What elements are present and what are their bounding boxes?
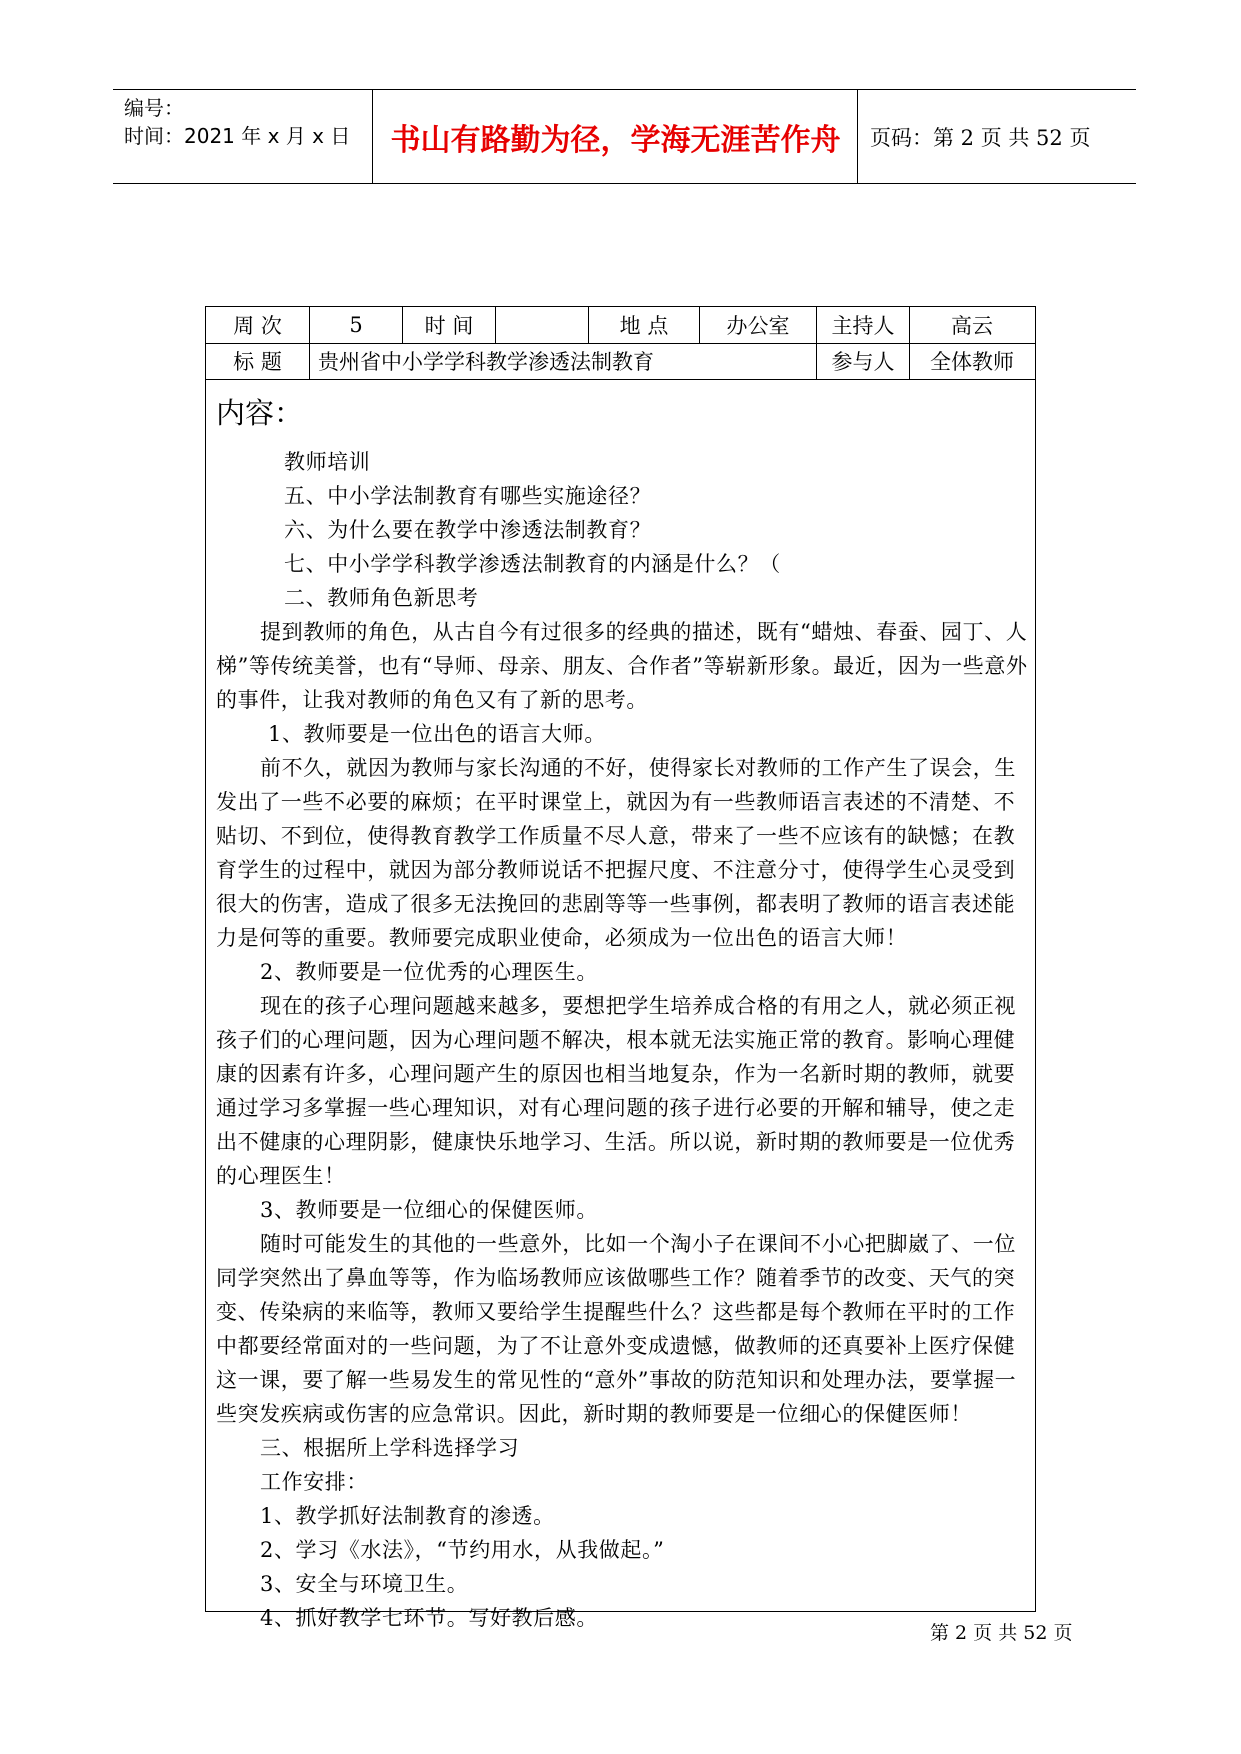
- content-line: 变、传染病的来临等，教师又要给学生提醒些什么？这些都是每个教师在平时的工作: [216, 1300, 1016, 1324]
- header-meta: [124, 94, 350, 150]
- title-value: 贵州省中小学学科教学渗透法制教育: [310, 343, 817, 379]
- header-divider: [857, 90, 858, 183]
- content-line: 些突发疾病或伤害的应急常识。因此，新时期的教师要是一位细心的保健医师！: [216, 1402, 972, 1426]
- header-motto: 书山有路勤为径，学海无涯苦作舟: [390, 122, 841, 158]
- content-line: 1、教师要是一位出色的语言大师。: [268, 722, 606, 746]
- content-line: 同学突然出了鼻血等等，作为临场教师应该做哪些工作？随着季节的改变、天气的突: [216, 1266, 1016, 1290]
- content-line: 工作安排：: [260, 1470, 368, 1494]
- page-header: [113, 89, 1136, 184]
- content-line: 中都要经常面对的一些问题，为了不让意外变成遗憾，做教师的还真要补上医疗保健: [216, 1334, 1016, 1358]
- document-time-label: 时间：2021 年 x 月 x 日: [124, 124, 351, 148]
- content-line: 2、学习《水法》，“节约用水，从我做起。”: [260, 1538, 665, 1562]
- table-row-info: [206, 307, 1035, 344]
- content-line: 出不健康的心理阴影，健康快乐地学习、生活。所以说，新时期的教师要是一位优秀: [216, 1130, 1016, 1154]
- week-value: 5: [310, 307, 403, 343]
- page-footer: 第 2 页 共 52 页: [930, 1622, 1073, 1644]
- content-line: 提到教师的角色，从古自今有过很多的经典的描述，既有“蜡烛、春蚕、园丁、人: [260, 620, 1028, 644]
- content-line: 孩子们的心理问题，因为心理问题不解决，根本就无法实施正常的教育。影响心理健: [216, 1028, 1016, 1052]
- content-line: 三、根据所上学科选择学习: [260, 1436, 520, 1460]
- content-body: [216, 445, 1027, 1635]
- content-line: 很大的伤害，造成了很多无法挽回的悲剧等等一些事例，都表明了教师的语言表述能: [216, 892, 1016, 916]
- host-value: 高云: [951, 314, 993, 338]
- content-line: 六、为什么要在教学中渗透法制教育？: [284, 518, 652, 542]
- content-section: [216, 393, 1027, 1635]
- participants-value: 全体教师: [930, 350, 1014, 374]
- week-label: 周 次: [206, 307, 310, 343]
- content-line: 教师培训: [284, 450, 371, 474]
- document-number-label: 编号：: [124, 96, 184, 120]
- content-line: 1、教学抓好法制教育的渗透。: [260, 1504, 555, 1528]
- time-label: 时 间: [403, 307, 496, 343]
- content-heading: 内容：: [216, 396, 304, 430]
- title-label: 标 题: [206, 343, 310, 379]
- host-label: 主持人: [817, 307, 910, 343]
- content-line: 2、教师要是一位优秀的心理医生。: [260, 960, 598, 984]
- place-value: 办公室: [700, 307, 817, 343]
- content-line: 七、中小学学科教学渗透法制教育的内涵是什么？（: [284, 552, 781, 576]
- meeting-record-table: [205, 306, 1036, 1630]
- place-label: 地 点: [589, 307, 700, 343]
- content-line: 前不久，就因为教师与家长沟通的不好，使得家长对教师的工作产生了误会，生: [260, 756, 1016, 780]
- content-line: 通过学习多掌握一些心理知识，对有心理问题的孩子进行必要的开解和辅导，使之走: [216, 1096, 1016, 1120]
- content-line: 的心理医生！: [216, 1164, 346, 1188]
- content-line: 这一课，要了解一些易发生的常见性的“意外”事故的防范知识和处理办法，要掌握一: [216, 1368, 1017, 1392]
- content-line: 康的因素有许多，心理问题产生的原因也相当地复杂，作为一名新时期的教师，就要: [216, 1062, 1016, 1086]
- content-line: 3、教师要是一位细心的保健医师。: [260, 1198, 598, 1222]
- content-line: 力是何等的重要。教师要完成职业使命，必须成为一位出色的语言大师！: [216, 926, 908, 950]
- content-line: 4、抓好教学七环节。写好教后感。: [260, 1606, 598, 1630]
- content-line: 梯”等传统美誉，也有“导师、母亲、朋友、合作者”等崭新形象。最近，因为一些意外: [216, 654, 1028, 678]
- content-line: 发出了一些不必要的麻烦；在平时课堂上，就因为有一些教师语言表述的不清楚、不: [216, 790, 1016, 814]
- content-line: 3、安全与环境卫生。: [260, 1572, 469, 1596]
- time-value: [496, 307, 589, 343]
- participants-label: 参与人: [817, 343, 910, 379]
- header-page-indicator: 页码：第 2 页 共 52 页: [870, 125, 1091, 150]
- content-line: 的事件，让我对教师的角色又有了新的思考。: [216, 688, 648, 712]
- content-line: 二、教师角色新思考: [284, 586, 479, 610]
- table-row-title: [206, 343, 1035, 380]
- content-line: 育学生的过程中，就因为部分教师说话不把握尺度、不注意分寸，使得学生心灵受到: [216, 858, 1016, 882]
- content-line: 随时可能发生的其他的一些意外，比如一个淘小子在课间不小心把脚崴了、一位: [260, 1232, 1016, 1256]
- content-line: 五、中小学法制教育有哪些实施途径？: [284, 484, 652, 508]
- content-line: 现在的孩子心理问题越来越多，要想把学生培养成合格的有用之人，就必须正视: [260, 994, 1016, 1018]
- content-line: 贴切、不到位，使得教育教学工作质量不尽人意，带来了一些不应该有的缺憾；在教: [216, 824, 1016, 848]
